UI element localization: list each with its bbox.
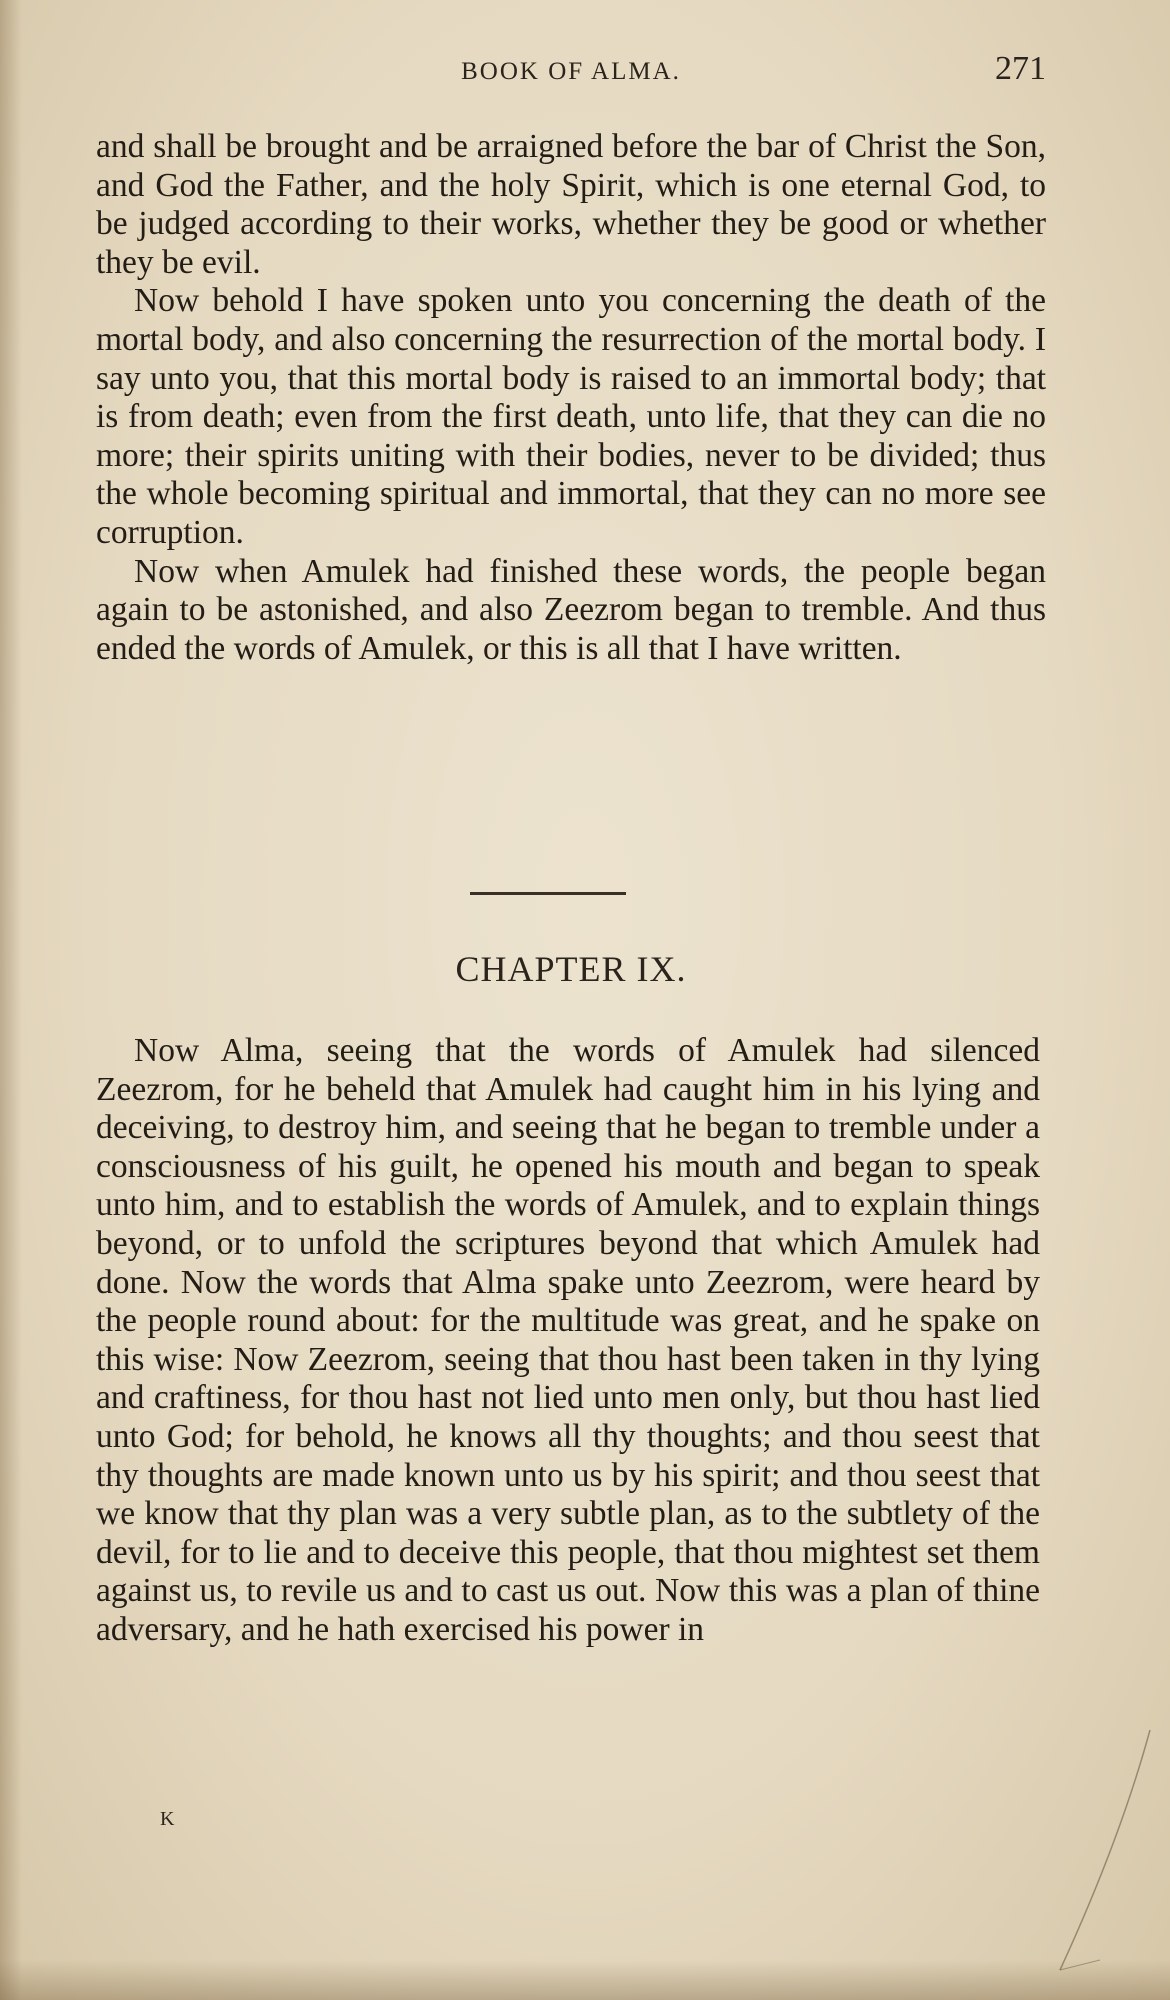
paper-scratch-mark [1040,1720,1160,1980]
paragraph: Now behold I have spoken unto you concerning the death of the mortal body, and also concerning the resurrection of the mortal body. I say unto you, that this mortal body is raised to an immortal body; that is from death; even from the first death, unto life, that they can die no more; their spirits uniting with their bodies, never to be divided; thus the whole becoming spiritual and immortal, that they can no more see corruption. [96,282,1046,551]
page-gutter-shadow [0,0,22,2000]
paragraph: Now Alma, seeing that the words of Amulek had silenced Zeezrom, for he beheld that Amulek had caught him in his lying and deceiving, to destroy him, and seeing that he began to tremble under a consciousness of his guilt, he opened his mouth and began to speak unto him, and to establish the words of Amulek, and to explain things beyond, or to unfold the scriptures beyond that which Amulek had done. Now the words that Alma spake unto Zeezrom, were heard by the people round about: for the multitude was great, and he spake on this wise: Now Zeezrom, seeing that thou hast been taken in thy lying and craftiness, for thou hast not lied unto men only, but thou hast lied unto God; for behold, he knows all thy thoughts; and thou seest that thy thoughts are made known unto us by his spirit; and thou seest that we know that thy plan was a very subtle plan, as to the subtlety of the devil, for to lie and to deceive this people, that thou mightest set them against us, to revile us and to cast us out. Now this was a plan of thine adversary, and he hath exercised his power in [96,1032,1040,1648]
page-number: 271 [995,50,1046,87]
signature-mark: K [160,1808,175,1830]
page-bottom-shadow [0,1960,1170,2000]
chapter-heading: CHAPTER IX. [455,949,687,989]
section-divider [470,892,626,895]
body-text-top [96,128,1046,668]
paragraph: and shall be brought and be arraigned before the bar of Christ the Son, and God the Father, and the holy Spirit, which is one eternal God, to be judged according to their works, whether they be good or whether they be evil. [96,128,1046,281]
body-text-chapter [96,1032,1040,1650]
running-head: BOOK OF ALMA. [461,58,681,85]
paragraph: Now when Amulek had finished these words, the people began again to be astonished, and also Zeezrom began to tremble. And thus ended the words of Amulek, or this is all that I have written. [96,552,1046,667]
page-header [96,50,1046,96]
